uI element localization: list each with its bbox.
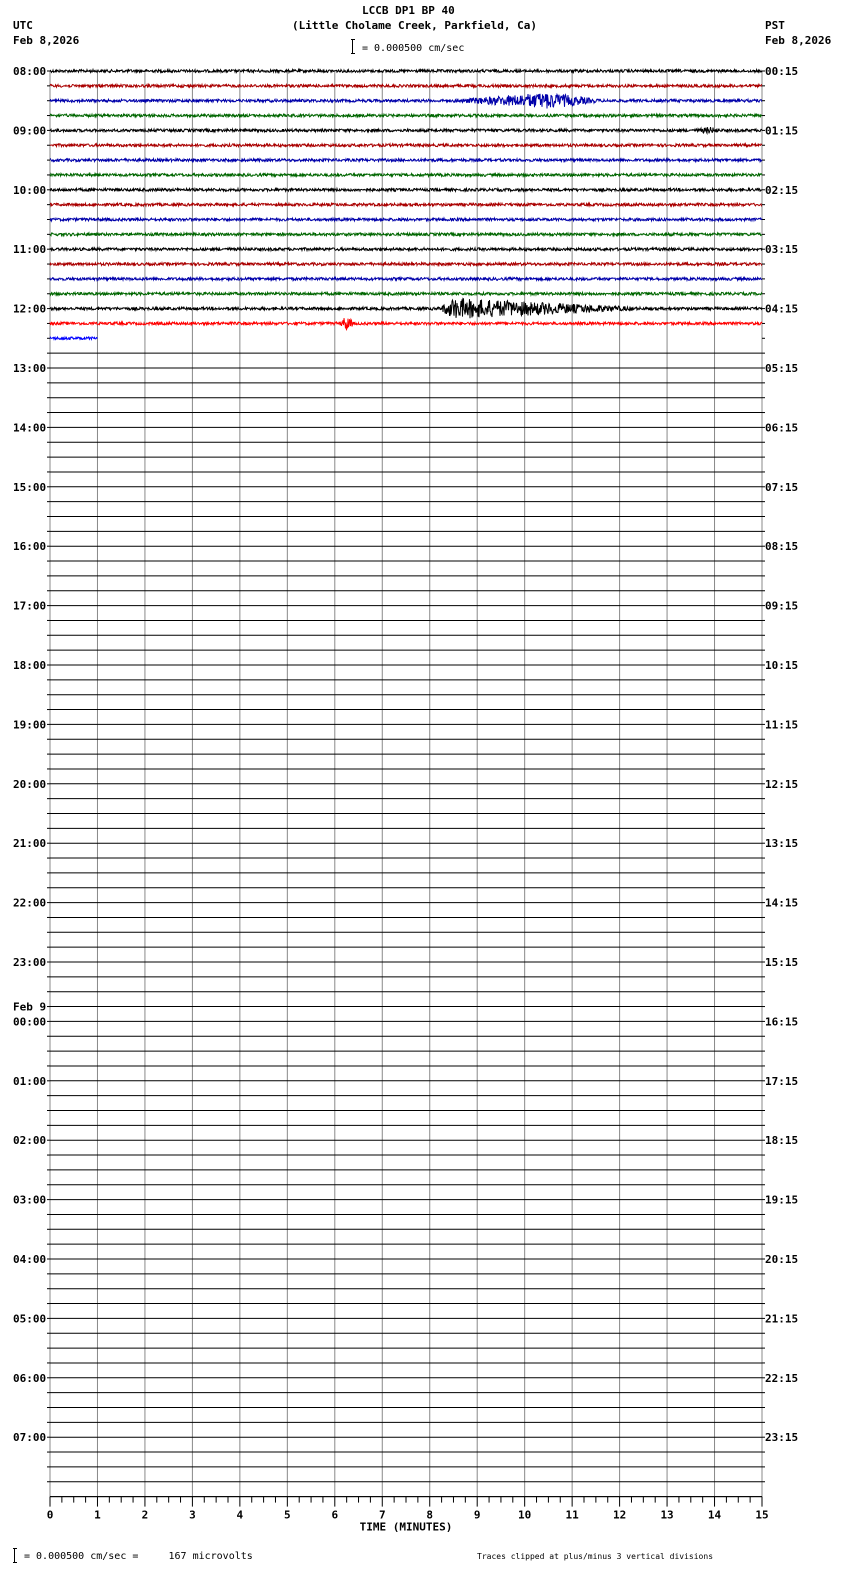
left-hour-label: 17:00 — [13, 599, 47, 613]
x-tick-label: 10 — [518, 1508, 532, 1522]
trace-row-4 — [50, 127, 762, 133]
x-tick-label: 4 — [236, 1508, 244, 1522]
left-hour-label: 04:00 — [13, 1253, 47, 1266]
x-tick-label: 13 — [660, 1508, 674, 1522]
footer-clip-note: Traces clipped at plus/minus 3 vertical divisions — [477, 1552, 714, 1561]
trace-row-13 — [50, 263, 762, 266]
right-hour-label: 13:15 — [765, 837, 799, 851]
x-tick-label: 9 — [473, 1508, 481, 1522]
left-hour-label: 20:00 — [13, 777, 47, 791]
left-hour-label: 22:00 — [13, 896, 47, 910]
trace-row-7 — [50, 174, 762, 177]
right-hour-label: 18:15 — [765, 1134, 799, 1148]
left-hour-label: 08:00 — [13, 65, 47, 78]
right-hour-label: 07:15 — [765, 480, 799, 494]
left-hour-label: 23:00 — [13, 956, 47, 969]
right-hour-label: 04:15 — [765, 302, 799, 316]
scale-label: = 0.000500 cm/sec — [362, 43, 465, 54]
left-hour-label: 12:00 — [13, 302, 47, 316]
x-tick-label: 8 — [426, 1508, 434, 1522]
left-timezone: UTC — [13, 19, 33, 32]
left-hour-label: 15:00 — [13, 480, 47, 494]
right-hour-label: 08:15 — [765, 540, 799, 554]
right-hour-label: 09:15 — [765, 599, 799, 613]
x-tick-label: 2 — [141, 1508, 149, 1522]
right-hour-label: 19:15 — [765, 1193, 799, 1207]
right-hour-label: 03:15 — [765, 243, 799, 257]
right-hour-label: 11:15 — [765, 718, 799, 732]
trace-row-11 — [50, 233, 762, 236]
right-date: Feb 8,2026 — [765, 34, 832, 47]
trace-row-1 — [50, 85, 762, 88]
trace-row-14 — [50, 278, 762, 281]
x-axis-label: TIME (MINUTES) — [359, 1520, 453, 1534]
left-hour-label: 18:00 — [13, 659, 47, 672]
right-hour-label: 01:15 — [765, 124, 799, 138]
trace-row-6 — [50, 159, 762, 162]
x-tick-label: 15 — [755, 1508, 769, 1522]
trace-row-16 — [50, 299, 762, 319]
left-hour-label: 13:00 — [13, 362, 47, 375]
x-tick-label: 0 — [46, 1508, 54, 1522]
trace-row-12 — [50, 248, 762, 251]
right-hour-label: 05:15 — [765, 362, 799, 375]
right-timezone: PST — [765, 19, 785, 32]
right-hour-label: 22:15 — [765, 1371, 799, 1385]
subtitle: (Little Cholame Creek, Parkfield, Ca) — [292, 19, 538, 32]
trace-row-9 — [50, 203, 762, 206]
x-tick-label: 5 — [284, 1508, 291, 1522]
footer-scale-note: = 0.000500 cm/sec = 167 microvolts — [24, 1551, 253, 1562]
left-hour-label: 11:00 — [13, 243, 47, 257]
left-hour-label: 00:00 — [13, 1015, 47, 1029]
footer-scale-bar-icon — [13, 1548, 17, 1563]
right-hour-label: 23:15 — [765, 1431, 799, 1445]
right-hour-label: 02:15 — [765, 183, 799, 197]
right-hour-label: 06:15 — [765, 421, 799, 435]
left-hour-label: 14:00 — [13, 421, 47, 435]
left-hour-label: 09:00 — [13, 124, 47, 138]
left-hour-label: 16:00 — [13, 540, 47, 554]
left-hour-label: 02:00 — [13, 1134, 47, 1148]
left-hour-label: 01:00 — [13, 1074, 47, 1088]
right-hour-label: 10:15 — [765, 659, 799, 672]
trace-row-10 — [50, 218, 762, 221]
right-hour-label: 17:15 — [765, 1074, 799, 1088]
date-change-label: Feb 9 — [13, 1000, 47, 1014]
x-tick-label: 1 — [94, 1508, 101, 1522]
left-hour-label: 21:00 — [13, 837, 47, 851]
trace-row-0 — [50, 70, 762, 73]
trace-row-2 — [50, 94, 762, 109]
right-hour-label: 14:15 — [765, 896, 799, 910]
left-hour-label: 06:00 — [13, 1371, 47, 1385]
left-date: Feb 8,2026 — [13, 34, 80, 47]
left-hour-label: 10:00 — [13, 183, 47, 197]
right-hour-label: 21:15 — [765, 1312, 799, 1326]
left-hour-label: 03:00 — [13, 1193, 47, 1207]
left-hour-label: 19:00 — [13, 718, 47, 732]
right-hour-label: 12:15 — [765, 777, 799, 791]
x-tick-label: 11 — [565, 1508, 579, 1522]
trace-row-17 — [50, 318, 762, 330]
x-tick-label: 12 — [612, 1508, 627, 1522]
x-tick-label: 3 — [189, 1508, 196, 1522]
right-hour-label: 15:15 — [765, 956, 799, 969]
trace-row-5 — [50, 144, 762, 147]
right-hour-label: 20:15 — [765, 1253, 799, 1266]
x-tick-label: 6 — [331, 1508, 339, 1522]
x-tick-label: 7 — [378, 1508, 386, 1522]
x-tick-label: 14 — [707, 1508, 722, 1522]
trace-row-15 — [50, 292, 762, 295]
right-hour-label: 16:15 — [765, 1015, 799, 1029]
left-hour-label: 07:00 — [13, 1431, 47, 1445]
trace-row-3 — [50, 114, 762, 117]
right-hour-label: 00:15 — [765, 65, 799, 78]
left-hour-label: 05:00 — [13, 1312, 47, 1326]
title: LCCB DP1 BP 40 — [362, 4, 455, 17]
trace-row-8 — [50, 188, 762, 191]
trace-row-18 — [50, 337, 98, 340]
